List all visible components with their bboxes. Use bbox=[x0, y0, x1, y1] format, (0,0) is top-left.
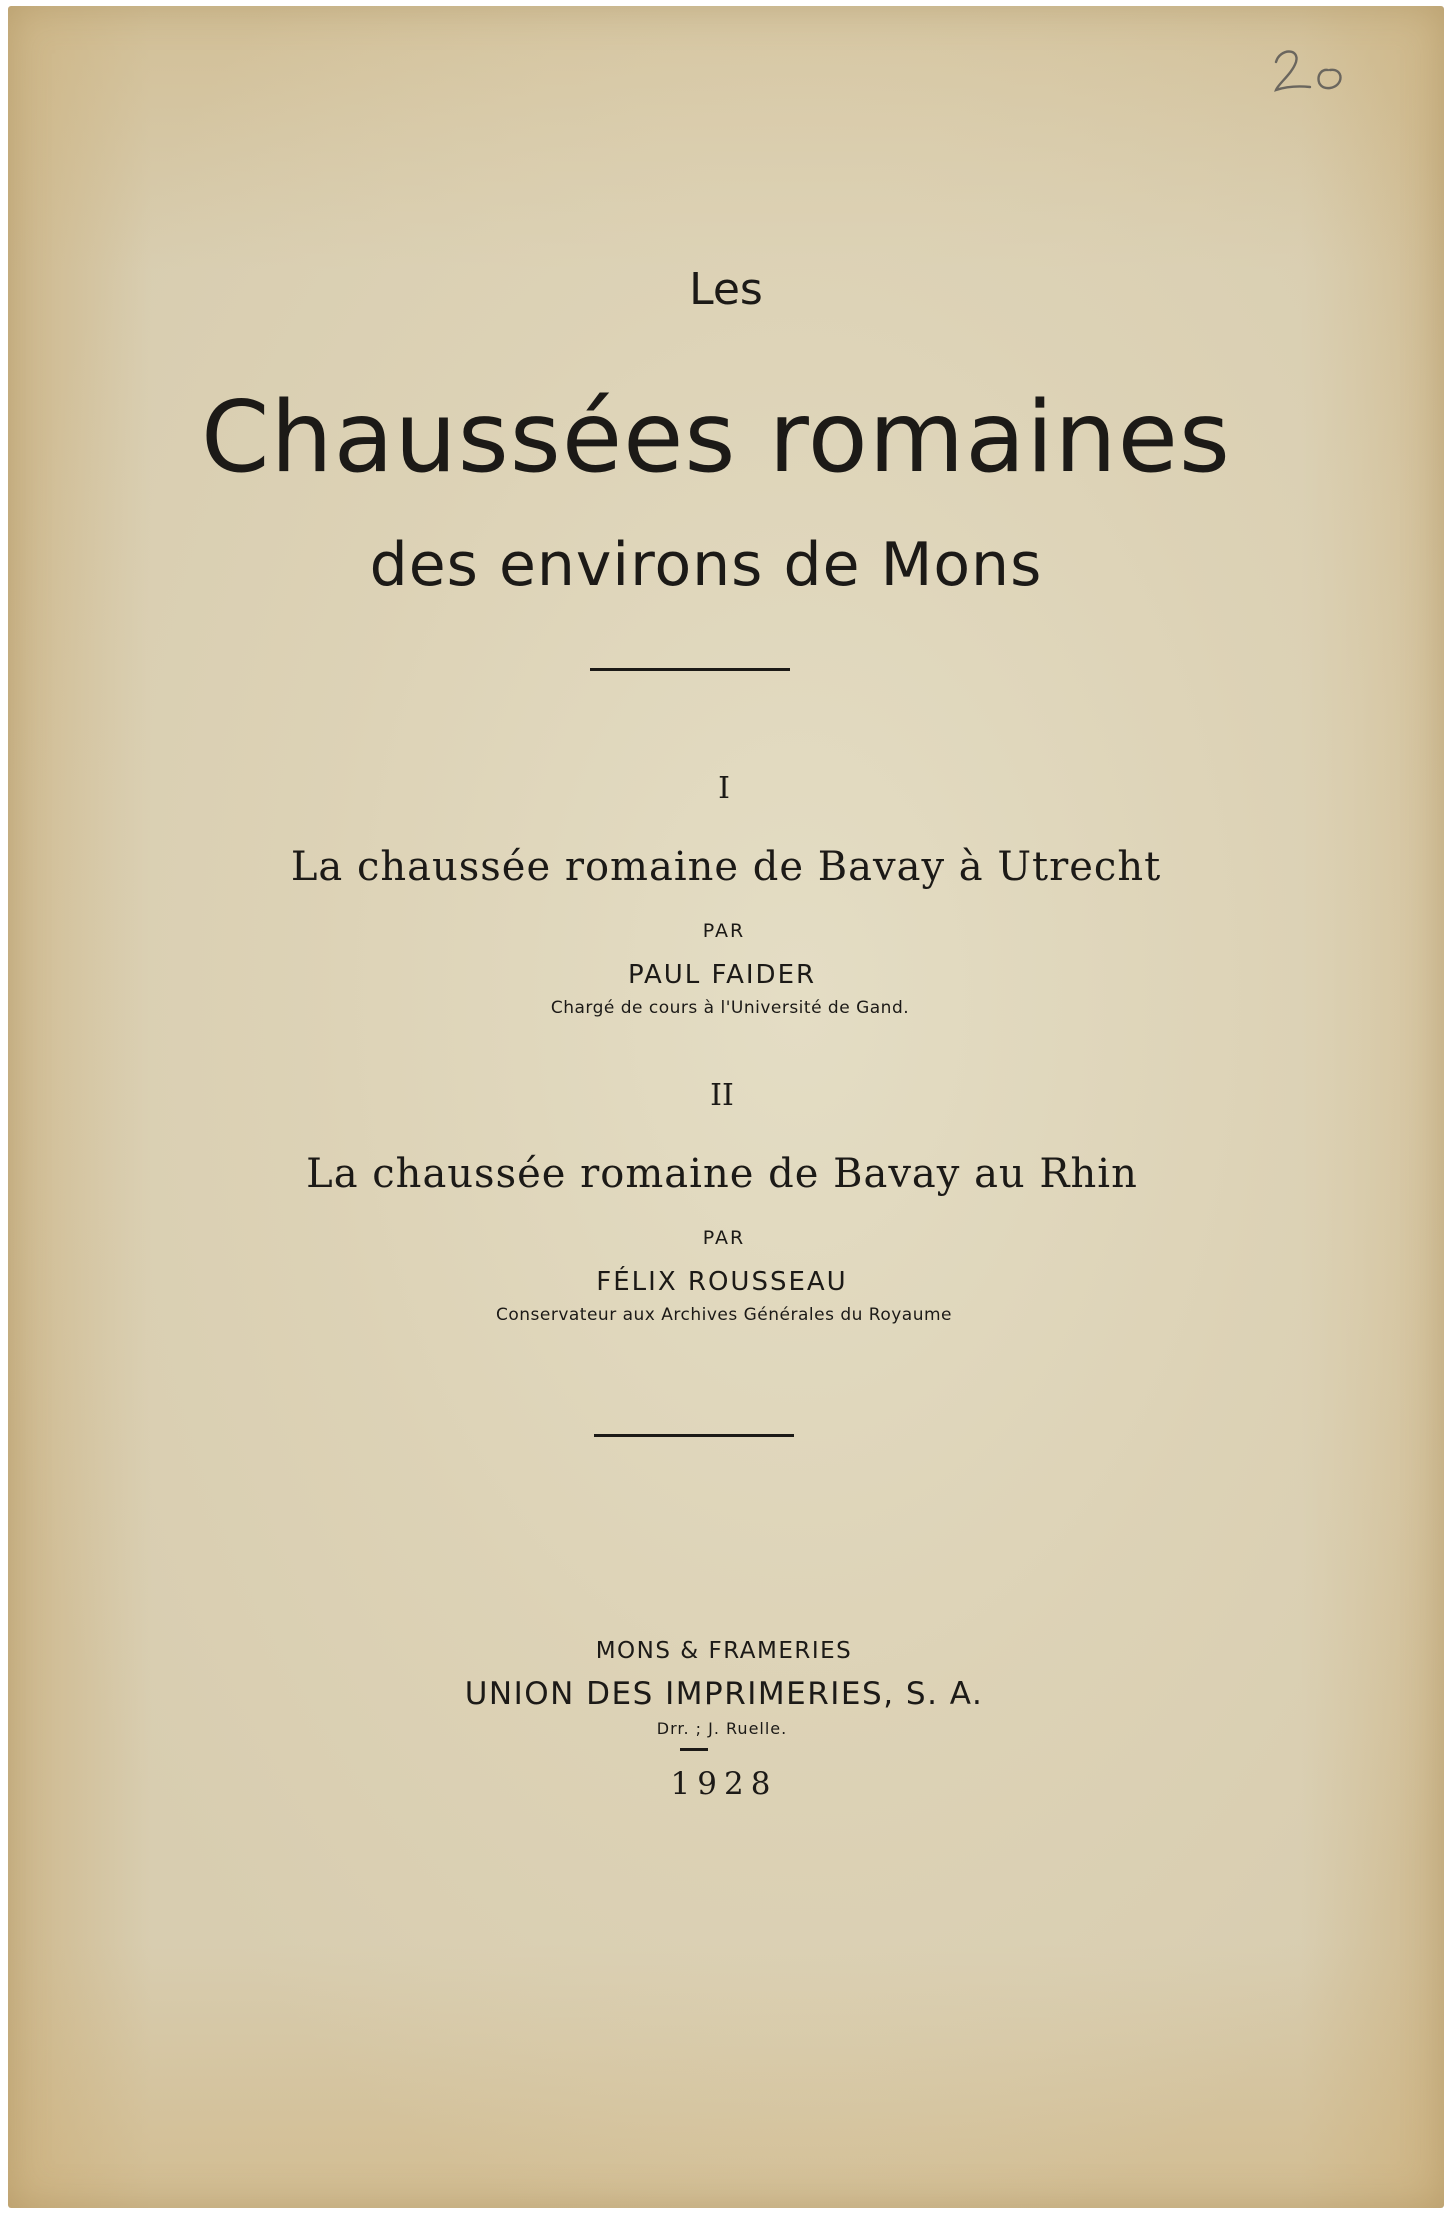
part-2-affiliation: Conservateur aux Archives Générales du Royaume bbox=[495, 1305, 953, 1325]
imprint-year: 1928 bbox=[670, 1766, 778, 1802]
imprint-director: Drr. ; J. Ruelle. bbox=[656, 1719, 788, 1738]
divider-rule-top bbox=[590, 668, 790, 671]
handwritten-note bbox=[1270, 40, 1360, 100]
part-2-title: La chaussée romaine de Bavay au Rhin bbox=[306, 1151, 1138, 1197]
part-2-par: PAR bbox=[702, 1227, 746, 1249]
imprint-place: MONS & FRAMERIES bbox=[595, 1638, 853, 1664]
part-1-numeral: I bbox=[718, 771, 730, 806]
book-cover bbox=[8, 6, 1444, 2208]
part-1-par: PAR bbox=[702, 920, 746, 942]
part-1-affiliation: Chargé de cours à l'Université de Gand. bbox=[550, 998, 910, 1018]
svg-text:20: 20 bbox=[1270, 40, 1271, 41]
part-1-title: La chaussée romaine de Bavay à Utrecht bbox=[290, 844, 1162, 890]
imprint-publisher: UNION DES IMPRIMERIES, S. A. bbox=[464, 1676, 984, 1712]
main-title: Chaussées romaines bbox=[201, 381, 1231, 495]
part-1-author: PAUL FAIDER bbox=[627, 960, 817, 990]
part-2-numeral: II bbox=[710, 1078, 734, 1113]
divider-rule-short bbox=[680, 1748, 708, 1751]
title-line-1: Les bbox=[689, 264, 763, 315]
divider-rule-bottom bbox=[594, 1434, 794, 1437]
subtitle: des environs de Mons bbox=[369, 530, 1043, 600]
part-2-author: FÉLIX ROUSSEAU bbox=[596, 1267, 848, 1297]
